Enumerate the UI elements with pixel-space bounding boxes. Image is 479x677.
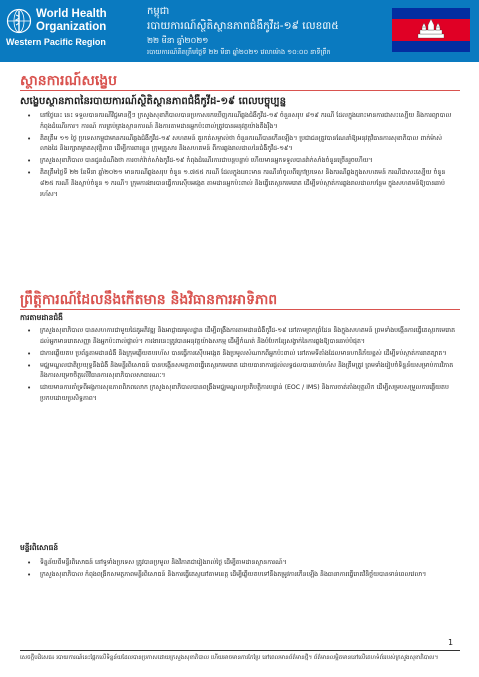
list-item: • មជ្ឈមណ្ឌលជាតិប្រយុទ្ធនឹងជំងឺ និងមន្ទីរពិសោធន៍ បានបង្កើនសមត្ថភាពធ្វើតេស្តរកមេរោគ ដោយធានាការផ្តល់លទ្ធផលបានឆាប់រហ័ស និងត្រឹមត្រូវ ព្រមទាំងរៀបចំទិន្នន័យសម្រាប់ការវិភាគ និងការសម្រេចចិត្តលើវិធានការសុខាភិបាលសាធារណៈ។	[20, 361, 460, 382]
list-item: • នៅថ្ងៃនេះ នេះ ទទួលបានករណីវិជ្ជមានថ្មីៗ ក្រសួងសុខាភិបាលបានប្រកាសរកឃើញករណីឆ្លងជំងឺកូវីដ-១៩ ចំនួនសរុប ៨១៩ ករណី ដែលក្នុងនោះមានការជាសះស្បើយ និងការព្យាបាលកំពុងដំណើរការ។ ការណ៍ ការគ្រប់គ្រងស្ថានការណ៍ និងការតាមដានអ្នកប៉ះពាល់ត្រូវបានអនុវត្តយ៉ាងតឹងរ៉ឹង។	[20, 111, 460, 132]
report-period: របាយការណ៍គិតត្រឹមថ្ងៃទី ២២ មីនា ឆ្នាំ២០២១ វេលាម៉ោង ១០:០០ នាទីព្រឹក	[147, 48, 331, 56]
summary-subtitle: សង្ខេបស្ថានភាពនៃរបាយការណ៍ស្ថិតិស្ថានភាពជំងឺកូវីដ-១៩ ពេលបច្ចុប្បន្ន	[20, 96, 286, 107]
list-item: • ជាការឆ្លើយតប ប្រព័ន្ធតាមដានជំងឺ និងក្រុមឆ្លើយតបរហ័ស បានធ្វើការស៊ើបអង្កេត និងប្រមូលសំណាកពីអ្នកប៉ះពាល់ នៅតាមទីតាំងដែលមានហានិភ័យខ្ពស់ ដើម្បីទប់ស្កាត់ការរាតត្បាត។	[20, 349, 460, 360]
laboratory-bullet-list	[20, 558, 460, 582]
section-divider	[20, 309, 460, 310]
country-label: កម្ពុជា	[147, 6, 170, 17]
list-item: • ទិន្នន័យពីមន្ទីរពិសោធន៍ នៅទូទាំងប្រទេស ត្រូវបានប្រមូល និងវិភាគជារៀងរាល់ថ្ងៃ ដើម្បីតាមដានស្ថានការណ៍។	[20, 558, 460, 569]
surveillance-bullet-list	[20, 326, 460, 406]
subhead-laboratory: មន្ទីរពិសោធន៍	[20, 543, 59, 552]
report-title: របាយការណ៍ស្ថិតិស្ថានភាពជំងឺកូវីដ-១៩ លេខ៣៥	[147, 20, 339, 32]
footnote: សេចក្តីបដិសេធ៖ របាយការណ៍នេះផ្អែកលើទិន្នន័យដែលបានប្រកាសដោយក្រសួងសុខាភិបាល ហើយអាចមានការកែប្រែ នៅពេលមានព័ត៌មានថ្មី។ ព័ត៌មានលម្អិតមាននៅលើគេហទំព័ររបស់ក្រសួងសុខាភិបាល។	[20, 655, 439, 661]
list-item: • ក្រសួងសុខាភិបាល បានសហការជាមួយដៃគូអភិវឌ្ឍ និងអាជ្ញាធរមូលដ្ឋាន ដើម្បីពង្រឹងការតាមដានជំងឺកូវីដ-១៩ នៅតាមច្រកព្រំដែន និងក្នុងសហគមន៍ ព្រមទាំងបង្កើនការធ្វើតេស្តរកមេរោគដល់អ្នកមានរោគសញ្ញា និងអ្នកប៉ះពាល់ផ្ទាល់។ ការងារនេះត្រូវបានអនុវត្តយ៉ាងសកម្ម ដើម្បីកំណត់ និងបំបែកខ្សែសង្វាក់នៃការឆ្លងឱ្យបានឆាប់បំផុត។	[20, 326, 460, 347]
section-title-priorities: ព្រឹត្តិការណ៍ដែលនឹងកើតមាន និងវិធានការអាទិភាព	[20, 292, 278, 308]
list-item: • ក្រសួងសុខាភិបាល បានជូនដំណឹងថា ការចាក់វ៉ាក់សាំងកូវីដ-១៩ កំពុងដំណើរការជាបន្តបន្ទាប់ ហើយមានអ្នកទទួលបានវ៉ាក់សាំងចំនួនច្រើនរួចហើយ។	[20, 156, 460, 167]
list-item: • ក្រសួងសុខាភិបាល កំពុងពង្រីកសមត្ថភាពមន្ទីរពិសោធន៍ និងការធ្វើតេស្តនៅតាមខេត្ត ដើម្បីឆ្លើយតបទៅនឹងតម្រូវការកើនឡើង និងធានាការធ្វើរោគវិនិច្ឆ័យបានទាន់ពេលវេលា។	[20, 570, 460, 581]
cambodia-flag-icon	[392, 8, 470, 52]
section-title-summary: ស្ថានការណ៍សង្ខេប	[20, 73, 118, 89]
section-divider	[20, 90, 460, 91]
who-region: Western Pacific Region	[6, 37, 106, 47]
footnote-divider	[20, 650, 460, 651]
list-item: • គិតត្រឹម ១១ ថ្ងៃ ប្រទេសកម្ពុជាមានករណីឆ្លងជំងឺកូវីដ-១៩ សហគមន៍ គួរកត់សម្គាល់ថា ចំនួនករណីបានកើនឡើង។ ប្រជាជនត្រូវបានណែនាំឱ្យអនុវត្តវិធានការសុខាភិបាល ពាក់ម៉ាស់ លាងដៃ និងរក្សាគម្លាតសុវត្ថិភាព ដើម្បីការពារខ្លួន ក្រុមគ្រួសារ និងសហគមន៍ ពីការឆ្លងរាលដាលនៃជំងឺកូវីដ-១៩។	[20, 134, 460, 155]
report-header	[0, 0, 479, 62]
summary-bullet-list	[20, 111, 460, 202]
who-emblem-icon	[6, 8, 32, 34]
list-item: • គិតត្រឹមថ្ងៃទី ២២ ខែមីនា ឆ្នាំ២០២១ មានករណីឆ្លងសរុប ចំនួន ១.៧៥៥ ករណី ដែលក្នុងនោះមាន ករណីនាំចូលពីក្រៅប្រទេស និងករណីឆ្លងក្នុងសហគមន៍ ករណីជាសះស្បើយ ចំនួន ៨២៥ ករណី និងស្លាប់ចំនួន ១ ករណី។ ក្រុមការងារបានធ្វើការស៊ើបអង្កេត តាមដានអ្នកប៉ះពាល់ និងធ្វើតេស្តរកមេរោគ ដើម្បីទប់ស្កាត់ការឆ្លងរាលដាលបន្ថែម ក្នុងសហគមន៍ឱ្យបានឆាប់រហ័ស។	[20, 168, 460, 200]
subhead-surveillance: ការតាមដានជំងឺ	[20, 313, 63, 322]
who-name: World Health Organization	[36, 8, 107, 33]
report-date: ២២ មីនា ឆ្នាំ២០២១	[147, 36, 209, 45]
page-number: 1	[448, 638, 454, 647]
list-item: • ដោយមានការគាំទ្រពីអង្គការសុខភាពពិភពលោក ក្រសួងសុខាភិបាលបានពង្រឹងមជ្ឈមណ្ឌលប្រតិបត្តិការបន្ទាន់ (EOC / IMS) និងការចាត់តាំងបុគ្គលិក ដើម្បីសម្របសម្រួលការឆ្លើយតបប្រកបដោយប្រសិទ្ធភាព។	[20, 383, 460, 404]
